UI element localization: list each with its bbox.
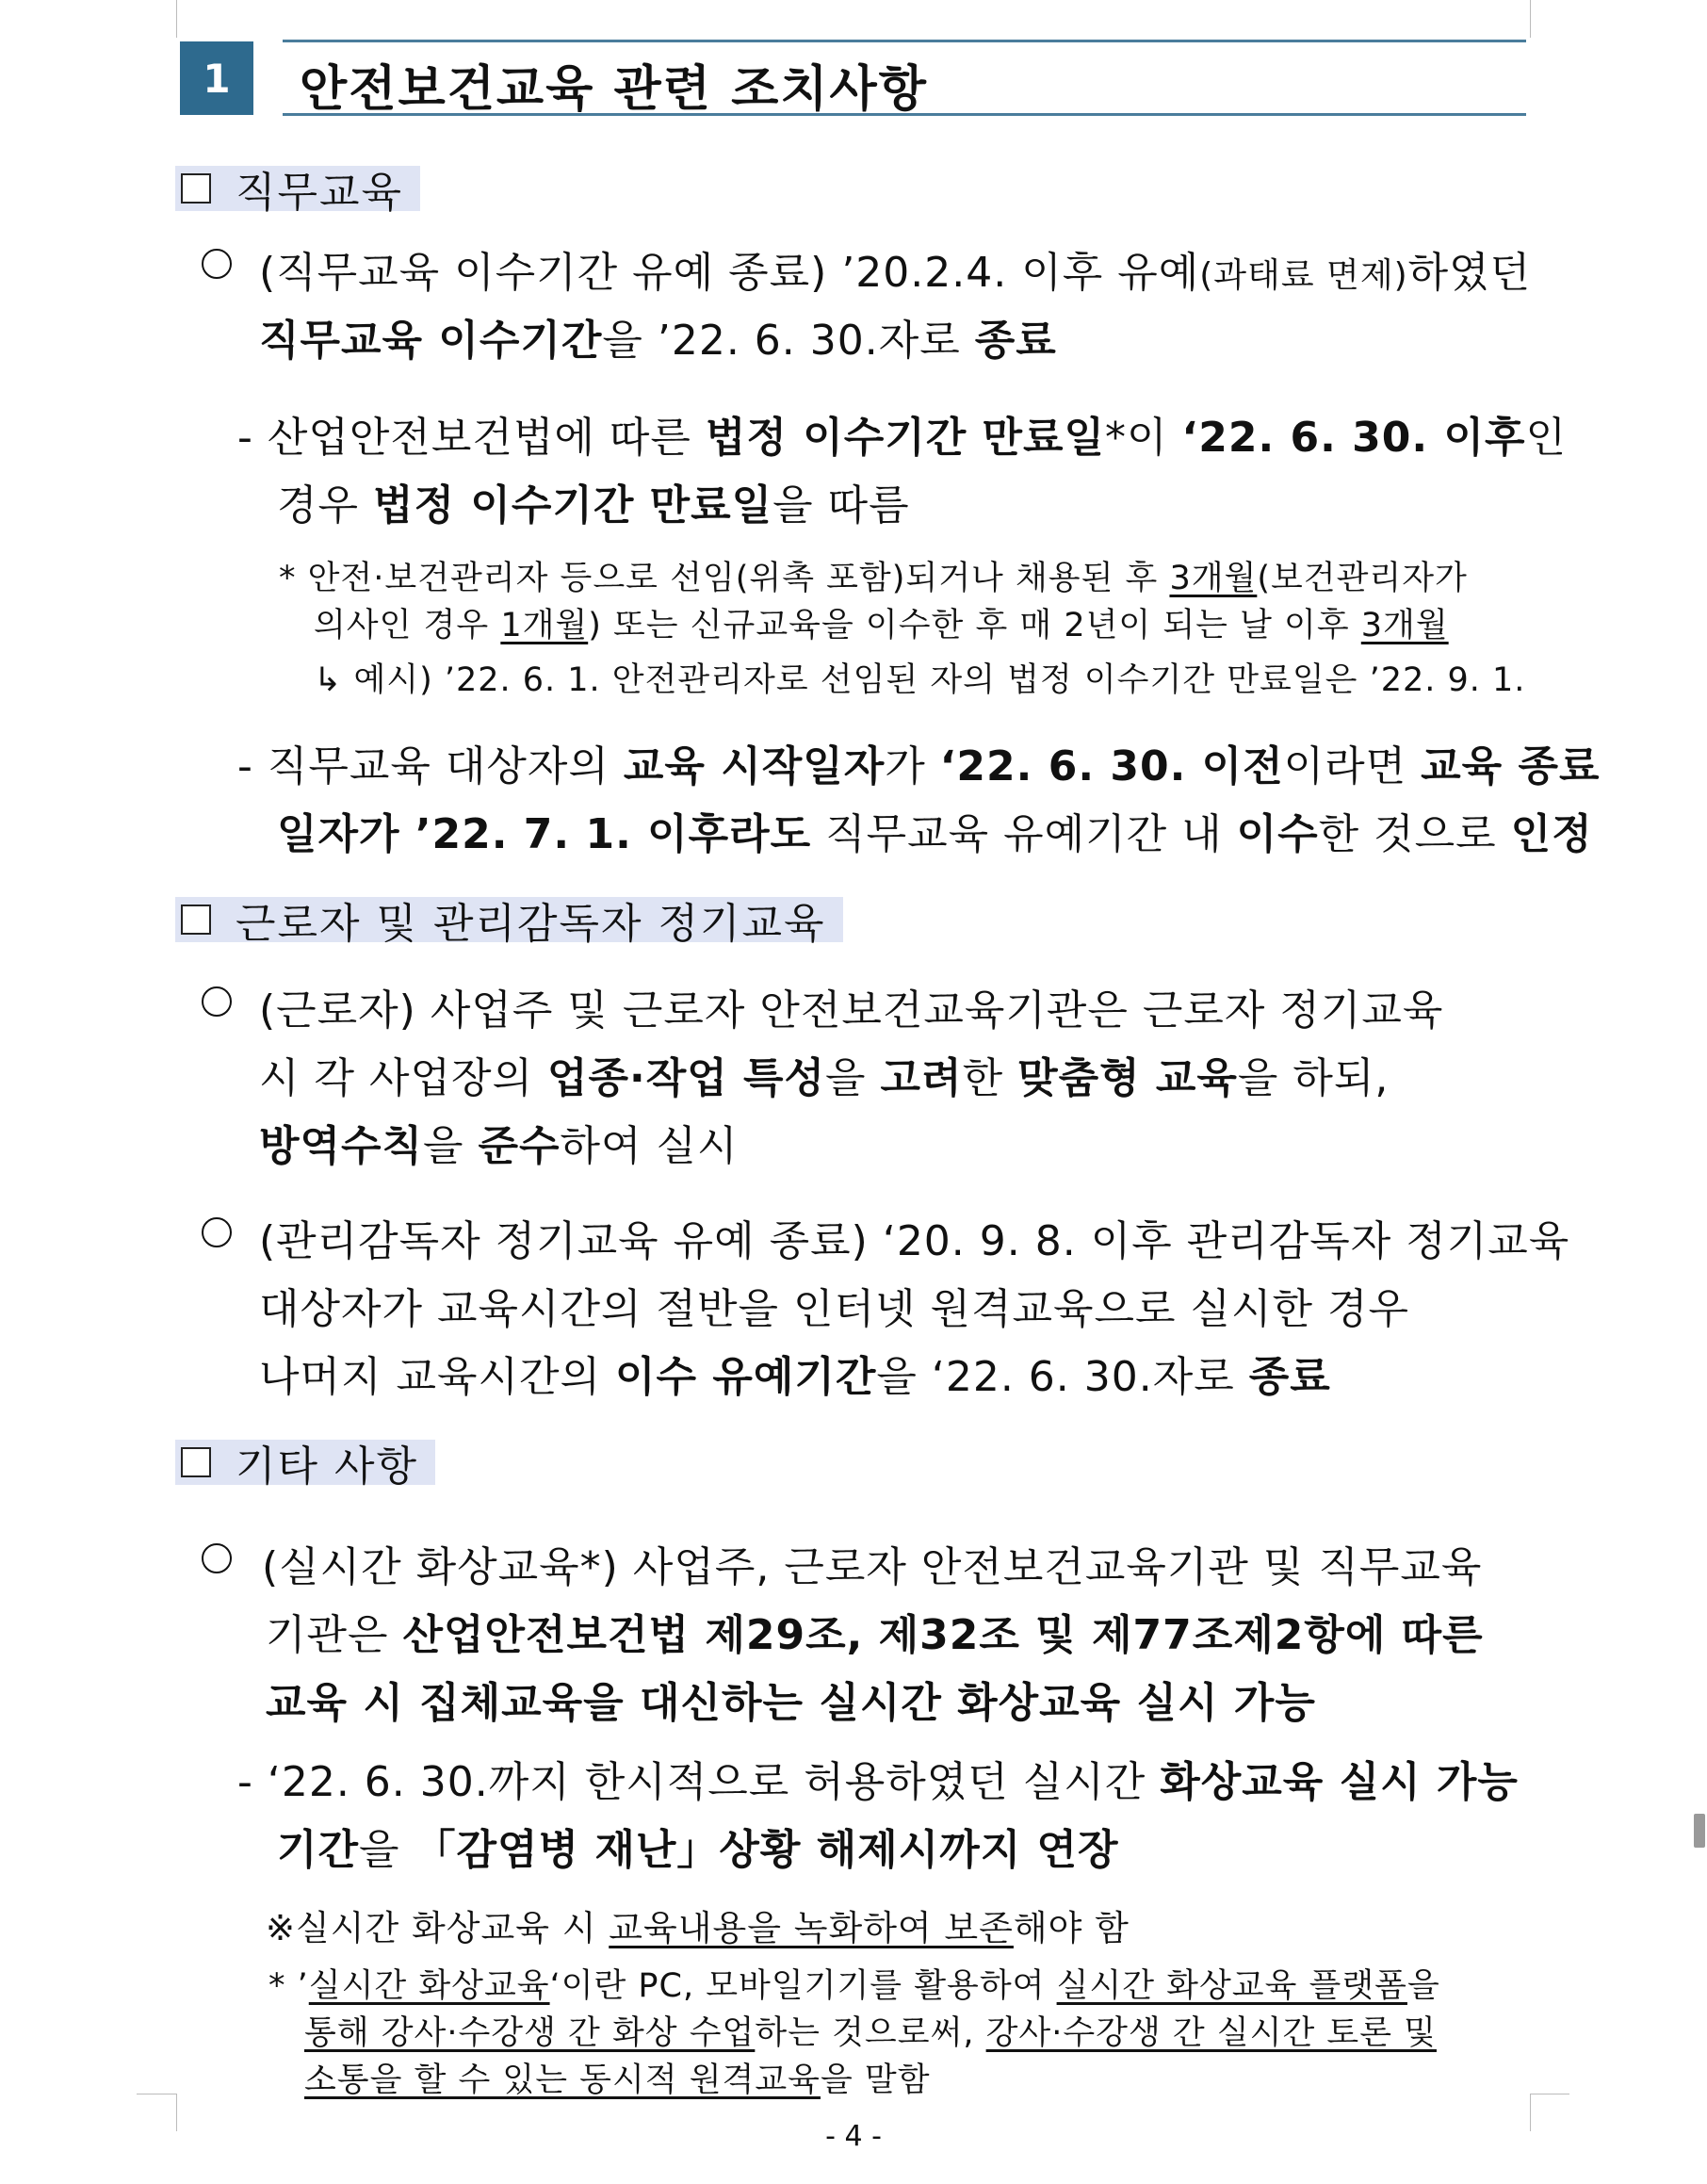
heading-label: 근로자 및 관리감독자 정기교육 bbox=[236, 900, 826, 948]
section-number: 1 bbox=[180, 41, 253, 115]
circle-bullet-icon bbox=[202, 1543, 232, 1573]
checkbox-square-icon bbox=[181, 905, 211, 935]
section-title: 안전보건교육 관련 조치사항 bbox=[300, 61, 928, 118]
job-para1-line1: (직무교육 이수기간 유예 종료) ’20.2.4. 이후 유예(과태료 면제)하였던 bbox=[259, 249, 1532, 297]
etc-footnote-line3: 소통을 할 수 있는 동시적 원격교육을 말함 bbox=[304, 2062, 931, 2099]
etc-para1-line3: 교육 시 집체교육을 대신하는 실시간 화상교육 실시 가능 bbox=[266, 1679, 1316, 1727]
job-note-line2: 의사인 경우 1개월) 또는 신규교육을 이수한 후 매 2년이 되는 날 이후 3개월 bbox=[314, 607, 1449, 644]
heading-regular-training bbox=[175, 897, 843, 948]
section-rule-top bbox=[283, 40, 1526, 42]
page-number: - 4 - bbox=[825, 2120, 882, 2153]
etc-reference-note: ※실시간 화상교육 시 교육내용을 녹화하여 보존해야 함 bbox=[266, 1908, 1130, 1948]
regular-para2-line1: (관리감독자 정기교육 유예 종료) ‘20. 9. 8. 이후 관리감독자 정기교육 bbox=[259, 1217, 1570, 1265]
job-dash2-line2: 일자가 ’22. 7. 1. 이후라도 직무교육 유예기간 내 이수한 것으로 인정 bbox=[277, 810, 1593, 858]
regular-para1-line3: 방역수칙을 준수하여 실시 bbox=[259, 1122, 739, 1170]
heading-job-training bbox=[175, 166, 420, 217]
regular-para1-line2: 시 각 사업장의 업종·작업 특성을 고려한 맞춤형 교육을 하되, bbox=[259, 1054, 1390, 1102]
etc-footnote-line1: * ’실시간 화상교육‘이란 PC, 모바일기기를 활용하여 실시간 화상교육 플랫폼을 bbox=[268, 1967, 1440, 2005]
job-dash2-line1: - 직무교육 대상자의 교육 시작일자가 ‘22. 6. 30. 이전이라면 교육 종료 bbox=[237, 742, 1601, 790]
circle-bullet-icon bbox=[202, 986, 232, 1017]
page-edge-left bbox=[176, 0, 177, 38]
heading-other-matters bbox=[175, 1440, 435, 1491]
circle-bullet-icon bbox=[202, 249, 232, 279]
regular-para2-line3: 나머지 교육시간의 이수 유예기간을 ‘22. 6. 30.자로 종료 bbox=[259, 1353, 1331, 1401]
etc-dash1-line1: - ‘22. 6. 30.까지 한시적으로 허용하였던 실시간 화상교육 실시 가능 bbox=[237, 1758, 1519, 1806]
etc-footnote-line2: 통해 강사·수강생 간 화상 수업하는 것으로써, 강사·수강생 간 실시간 토론 및 bbox=[304, 2014, 1437, 2052]
etc-dash1-line2: 기간을 「감염병 재난」상황 해제시까지 연장 bbox=[277, 1826, 1119, 1874]
etc-para1-line2: 기관은 산업안전보건법 제29조, 제32조 및 제77조제2항에 따른 bbox=[266, 1611, 1484, 1659]
job-dash1-line1: - 산업안전보건법에 따른 법정 이수기간 만료일*이 ‘22. 6. 30. 이후인 bbox=[237, 414, 1567, 462]
job-note-line1: * 안전·보건관리자 등으로 선임(위촉 포함)되거나 채용된 후 3개월(보건관리자가 bbox=[279, 560, 1468, 597]
scrollbar-thumb[interactable] bbox=[1694, 1814, 1705, 1848]
checkbox-square-icon bbox=[181, 173, 211, 204]
checkbox-square-icon bbox=[181, 1447, 211, 1477]
heading-label: 직무교육 bbox=[236, 169, 404, 217]
regular-para1-line1: (근로자) 사업주 및 근로자 안전보건교육기관은 근로자 정기교육 bbox=[259, 986, 1444, 1035]
page-edge-right bbox=[1530, 0, 1531, 38]
heading-label: 기타 사항 bbox=[236, 1442, 419, 1491]
job-example-line: ↳ 예시) ’22. 6. 1. 안전관리자로 선임된 자의 법정 이수기간 만료일은 ’22. 9. 1. bbox=[314, 661, 1526, 699]
etc-para1-line1: (실시간 화상교육*) 사업주, 근로자 안전보건교육기관 및 직무교육 bbox=[262, 1543, 1483, 1591]
circle-bullet-icon bbox=[202, 1217, 232, 1247]
job-dash1-line2: 경우 법정 이수기간 만료일을 따름 bbox=[277, 481, 910, 530]
job-para1-line2: 직무교육 이수기간을 ’22. 6. 30.자로 종료 bbox=[259, 317, 1057, 365]
regular-para2-line2: 대상자가 교육시간의 절반을 인터넷 원격교육으로 실시한 경우 bbox=[259, 1285, 1410, 1333]
